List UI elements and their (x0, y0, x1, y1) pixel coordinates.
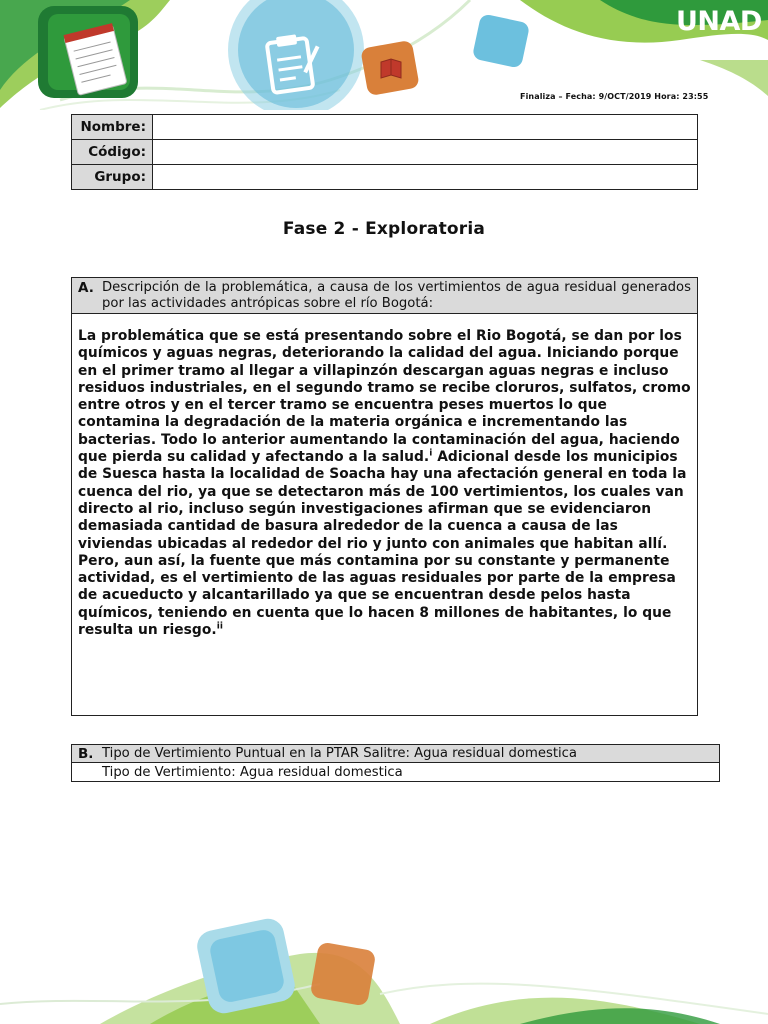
code-field[interactable] (153, 140, 698, 165)
deadline-text: Finaliza – Fecha: 9/OCT/2019 Hora: 23:55 (520, 92, 709, 101)
unad-logo (676, 6, 764, 62)
name-label: Nombre: (72, 115, 153, 140)
section-a-letter: A. (78, 280, 94, 296)
code-label: Código: (72, 140, 153, 165)
logo-subtitle-2: Abierta y a Distancia (678, 49, 745, 57)
section-b-answer-text: Tipo de Vertimiento: Agua residual domestica (102, 764, 403, 780)
section-a-answer[interactable] (72, 314, 697, 639)
section-a-header (72, 278, 697, 314)
name-field[interactable] (153, 115, 698, 140)
table-row (72, 140, 698, 165)
book-icon (376, 54, 406, 84)
section-b (71, 744, 720, 782)
footer-decoration (0, 884, 768, 1024)
section-a (71, 277, 698, 716)
answer-text-part-2: Adicional desde los municipios de Suesca hasta la localidad de Soacha hay una afectación general en toda la cuenca del rio, ya que se detectaron más de 100 vertimientos, los cuales van directo al rio, incluso según investigaciones afirman que se evidenciaron demasiada cantidad de basura alrededor de la cuenca a causa de las viviendas ubicadas al rededor del rio y junto con animales que habitan allí. Pero, aun así, la fuente que más contamina por su constante y permanente actividad, es el vertimiento de las aguas residuales por parte de la empresa de acueducto y alcantarillado ya que se encuentran desde pelos hasta químicos, teniendo en cuenta que lo hacen 8 millones de habitantes, lo que resulta un riesgo. (78, 449, 687, 639)
table-row (72, 165, 698, 190)
page-title: Fase 2 - Exploratoria (282, 219, 486, 239)
section-b-header (72, 745, 719, 763)
section-a-description: Descripción de la problemática, a causa de los vertimientos de agua residual generados por las actividades antrópicas sobre el río Bogotá: (102, 280, 691, 311)
endnote-ref-2[interactable]: ii (216, 621, 223, 632)
endnote-ref-1[interactable]: i (429, 448, 433, 459)
section-b-answer[interactable] (72, 763, 719, 781)
table-row (72, 115, 698, 140)
logo-subtitle-1: Universidad Nacional (678, 42, 746, 50)
section-b-letter: B. (78, 745, 94, 762)
answer-text-part-1: La problemática que se está presentando sobre el Rio Bogotá, se dan por los químicos y aguas negras, deteriorando la calidad del agua. Iniciando porque en el primer tramo al llegar a villapinzón descargan aguas negras e incluso residuos industriales, en el segundo tramo se recibe cloruros, sulfatos, cromo entre otros y en el tercer tramo se encuentra peses muertos lo que contamina la degradación de la materia orgánica e incrementando las bacterias. Todo lo anterior aumentando la contaminación del agua, haciendo que pierda su calidad y afectando a la salud. (78, 328, 691, 466)
section-b-title: Tipo de Vertimiento Puntual en la PTAR Salitre: Agua residual domestica (102, 746, 577, 761)
student-info-table (71, 114, 698, 190)
logo-wordmark: UNAD (676, 6, 762, 37)
clipboard-icon (258, 30, 328, 100)
group-field[interactable] (153, 165, 698, 190)
notepad-icon (56, 18, 136, 98)
group-label: Grupo: (72, 165, 153, 190)
